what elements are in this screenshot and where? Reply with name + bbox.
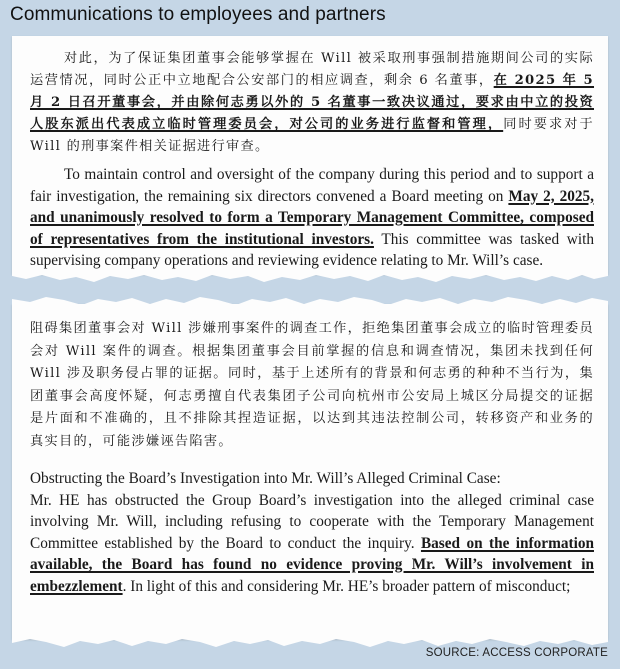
- zh-text-post: 同时要求对于 Will 的刑事案件相关证据进行审查。: [30, 117, 594, 154]
- en-text-pre: To maintain control and oversight of the company during this period and to support a fair investigation, the remaining six directors convened a Board meeting on: [30, 166, 594, 205]
- document-excerpt-2: [12, 304, 608, 639]
- document-excerpt-1: [12, 36, 608, 274]
- zh-text-pre: 对此，为了保证集团董事会能够掌握在 Will 被采取刑事强制措施期间公司的实际运营情况，同时公正中立地配合公安部门的相应调查，剩余 6 名董事，: [30, 51, 594, 88]
- page-title: Communications to employees and partners: [10, 4, 386, 25]
- source-credit: SOURCE: ACCESS CORPORATE: [425, 647, 608, 659]
- zh-text-bold: 在 2025 年 5 月 2 日召开董事会，并由除何志勇以外的 5 名董事一致决议通过，要求由中立的投资人股东派出代表成立临时管理委员会，对公司的业务进行监督和管理，: [30, 73, 595, 132]
- english-paragraph-1: [30, 164, 594, 272]
- zh-text-2: 阻碍集团董事会对 Will 涉嫌刑事案件的调查工作，拒绝集团董事会成立的临时管理委员会对 Will 案件的调查。根据集团董事会目前掌握的信息和调查情况，集团未找到任何 Will 涉及职务侵占罪的证据。同时，基于上述所有的背景和何志勇的种种不当行为，集团董事会高度怀疑，何志勇擅自代表集团子公司向杭州市公安局上城区分局提交的证据是片面和不准确的，且不排除其捏造证据，以达到其违法控制公司，转移资产和业务的真实目的，可能涉嫌诬告陷害。: [30, 321, 594, 449]
- torn-edge-bottom: [12, 270, 608, 284]
- chinese-paragraph-2: [30, 318, 594, 453]
- english-paragraph-2: [30, 468, 594, 597]
- en2-text-post: . In light of this and considering Mr. HE’s broader pattern of misconduct;: [122, 577, 571, 595]
- en2-text-pre: Mr. HE has obstructed the Group Board’s investigation into the alleged criminal case involving Mr. Will, including refusing to cooperate with the Temporary Management Committee established by the Board to conduct the inquiry.: [30, 491, 594, 552]
- en-text-post: This committee was tasked with supervising company operations and reviewing evidence relating to Mr. Will’s case.: [30, 230, 594, 269]
- en-heading: Obstructing the Board’s Investigation into Mr. Will’s Alleged Criminal Case:: [30, 470, 501, 487]
- chinese-paragraph-1: [30, 48, 594, 158]
- en2-text-bold: Based on the information available, the Board has found no evidence proving Mr. Will’s involvement in embezzlement: [30, 534, 594, 595]
- en-text-bold: May 2, 2025, and unanimously resolved to form a Temporary Management Committee, composed of representatives from the institutional investors.: [30, 187, 594, 248]
- torn-edge-top: [12, 294, 608, 308]
